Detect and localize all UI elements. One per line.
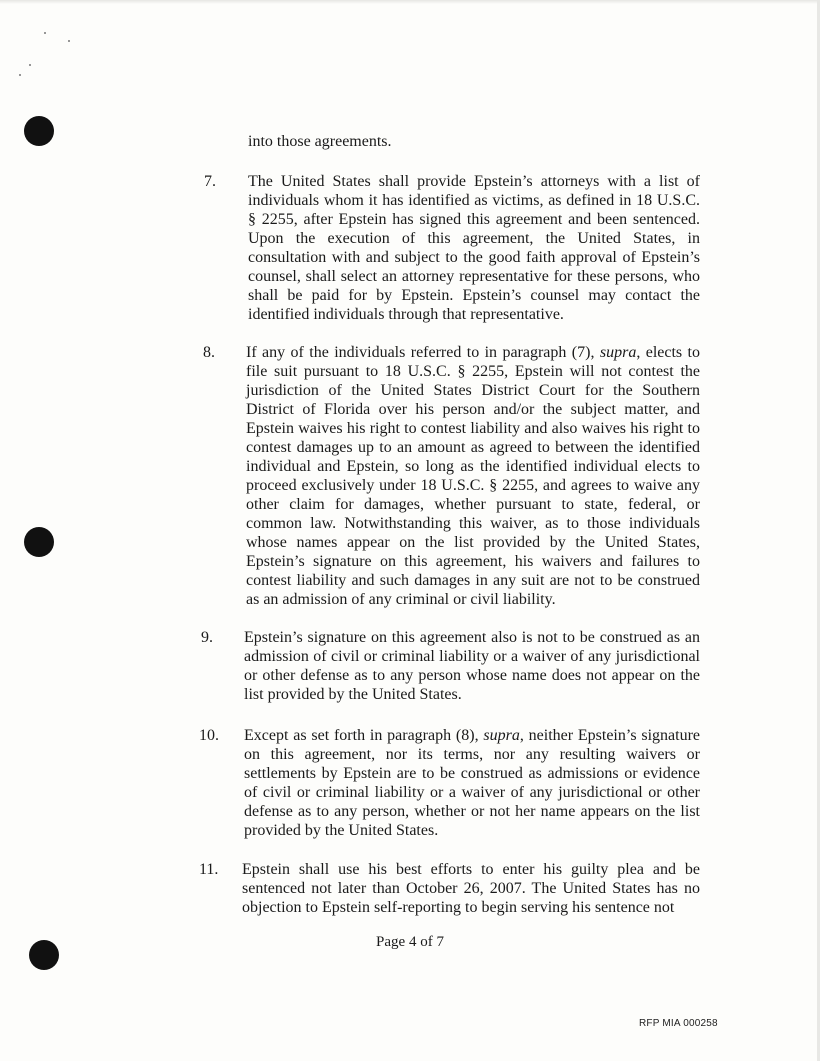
scan-speck bbox=[19, 74, 21, 76]
paragraph-text: Except as set forth in paragraph (8), bbox=[244, 727, 484, 744]
paragraph-number: 10. bbox=[199, 727, 219, 744]
scan-speck bbox=[29, 64, 31, 66]
paragraph-number: 7. bbox=[204, 173, 216, 190]
punch-hole-middle bbox=[24, 527, 54, 557]
paragraph-10 bbox=[244, 726, 700, 840]
paragraph-number: 9. bbox=[201, 629, 213, 646]
punch-hole-top bbox=[24, 116, 54, 146]
paragraph-number: 11. bbox=[199, 861, 219, 878]
paragraph-8 bbox=[246, 343, 700, 609]
paragraph-text: If any of the individuals referred to in paragraph (7), bbox=[246, 344, 600, 361]
page-number: Page 4 of 7 bbox=[376, 934, 444, 950]
paragraph-number: 8. bbox=[203, 344, 215, 361]
continued-text: into those agreements. bbox=[248, 133, 392, 150]
paragraph-9: Epstein’s signature on this agreement also is not to be construed as an admission of civil or criminal liability or a waiver of any jurisdictional or other defense as to any person whose name does not appear on the list provided by the United States. bbox=[244, 629, 700, 703]
paragraph-text: , neither Epstein’s signature on this agreement, nor its terms, nor any resulting waivers or settlements by Epstein are to be construed as admissions or evidence of civil or criminal liability or a waiver of any jurisdictional or other defense as to any person, whether or not her name appears on the list provided by the United States. bbox=[244, 727, 700, 839]
supra-italic: supra bbox=[599, 344, 637, 361]
paragraph-text: , elects to file suit pursuant to 18 U.S.C. § 2255, Epstein will not contest the jurisdiction of the United States District Court for the Southern District of Florida over his person and/or the subject matter, and Epstein waives his right to contest liability and also waives his right to contest damages up to an amount as agreed to between the identified individual and Epstein, so long as the identified individual elects to proceed exclusively under 18 U.S.C. § 2255, and agrees to waive any other claim for damages, whether pursuant to state, federal, or common law. Notwithstanding this waiver, as to those individuals whose names appear on the list provided by the United States, Epstein’s signature on this agreement, his waivers and failures to contest liability and such damages in any suit are not to be construed as an admission of any criminal or civil liability. bbox=[246, 344, 700, 608]
scan-speck bbox=[68, 40, 70, 42]
bates-number: RFP MIA 000258 bbox=[639, 1018, 718, 1029]
scan-top-edge bbox=[0, 0, 820, 4]
supra-italic: supra bbox=[483, 727, 520, 744]
paragraph-11: Epstein shall use his best efforts to enter his guilty plea and be sentenced not later than October 26, 2007. The United States has no objection to Epstein self-reporting to begin serving his sentence not bbox=[242, 861, 700, 916]
paragraph-7: The United States shall provide Epstein’s attorneys with a list of individuals whom it has identified as victims, as defined in 18 U.S.C. § 2255, after Epstein has signed this agreement and been sentenced. Upon the execution of this agreement, the United States, in consultation with and subject to the good faith approval of Epstein’s counsel, shall select an attorney representative for these persons, who shall be paid for by Epstein. Epstein’s counsel may contact the identified individuals through that representative. bbox=[248, 173, 700, 323]
scan-speck bbox=[44, 32, 46, 34]
